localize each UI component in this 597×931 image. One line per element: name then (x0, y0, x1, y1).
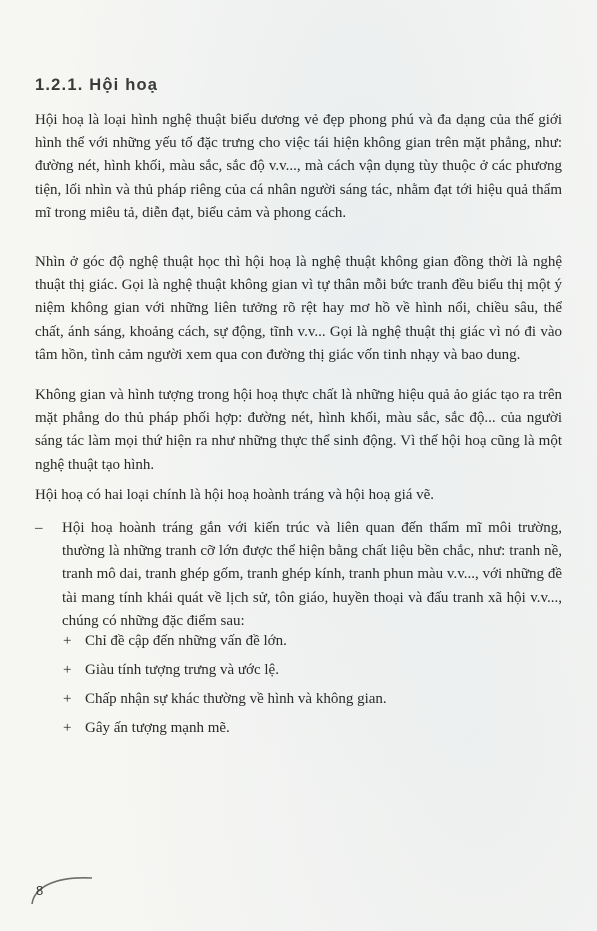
dash-marker: – (35, 520, 43, 536)
dash-item-text: Hội hoạ hoành tráng gắn với kiến trúc và liên quan đến thẩm mĩ môi trường, thường là những tranh cỡ lớn được thể hiện bằng chất liệu bền chắc, như: tranh nề, tranh mô dai, tranh ghép gốm, tranh ghép kính, tranh phun màu v.v..., với những đề tài mang tính khái quát về lịch sử, tôn giáo, huyền thoại và đấu tranh xã hội v.v..., chúng có những đặc điểm sau: (62, 520, 562, 629)
plus-marker: + (63, 633, 72, 649)
list-item-text: Gây ấn tượng mạnh mẽ. (85, 720, 230, 736)
paragraph-definition: Hội hoạ là loại hình nghệ thuật biểu dương vẻ đẹp phong phú và đa dạng của thế giới hình thể với những yếu tố đặc trưng cho việc tái hiện không gian trên mặt phẳng, như: đường nét, hình khối, màu sắc, sắc độ v.v..., mà cách vận dụng tùy thuộc ở các phương tiện, lối nhìn và thủ pháp riêng của cá nhân người sáng tác, nhằm đạt tới hiệu quả thẩm mĩ trong miêu tả, diễn đạt, biểu cảm và phong cách. (35, 112, 562, 221)
dash-list-item (35, 517, 562, 633)
plus-marker: + (63, 720, 72, 736)
plus-marker: + (63, 662, 72, 678)
paragraph-space-and-image: Không gian và hình tượng trong hội hoạ thực chất là những hiệu quả ảo giác tạo ra trên mặt phẳng do thủ pháp phối hợp: đường nét, hình khối, màu sắc, sắc độ... của người sáng tác làm mọi thứ hiện ra như những thực thể sinh động. Vì thế hội hoạ cũng là một nghệ thuật tạo hình. (35, 387, 562, 473)
paragraph-art-studies: Nhìn ở góc độ nghệ thuật học thì hội hoạ là nghệ thuật không gian đồng thời là nghệ thuật thị giác. Gọi là nghệ thuật không gian vì tự thân mỗi bức tranh đều biểu thị một ý niệm không gian với những liên tưởng rõ rệt hay mơ hồ về hình nổi, chiều sâu, thể chất, ánh sáng, khoảng cách, sự động, tĩnh v.v... Gọi là nghệ thuật thị giác vì nó đi vào tâm hồn, tình cảm người xem qua con đường thị giác vốn tinh nhạy và bao dung. (35, 254, 562, 363)
list-item-text: Chấp nhận sự khác thường về hình và không gian. (85, 691, 387, 707)
list-item-text: Giàu tính tượng trưng và ước lệ. (85, 662, 279, 678)
section-heading: 1.2.1. Hội hoạ (35, 76, 159, 94)
list-item (63, 717, 563, 746)
list-item (63, 659, 563, 688)
feature-list (63, 630, 563, 746)
list-item (63, 688, 563, 717)
list-item-text: Chỉ đề cập đến những vấn đề lớn. (85, 633, 287, 649)
list-item (63, 630, 563, 659)
paragraph-two-types: Hội hoạ có hai loại chính là hội hoạ hoành tráng và hội hoạ giá vẽ. (35, 487, 435, 503)
page-number: 8 (36, 883, 44, 898)
plus-marker: + (63, 691, 72, 707)
